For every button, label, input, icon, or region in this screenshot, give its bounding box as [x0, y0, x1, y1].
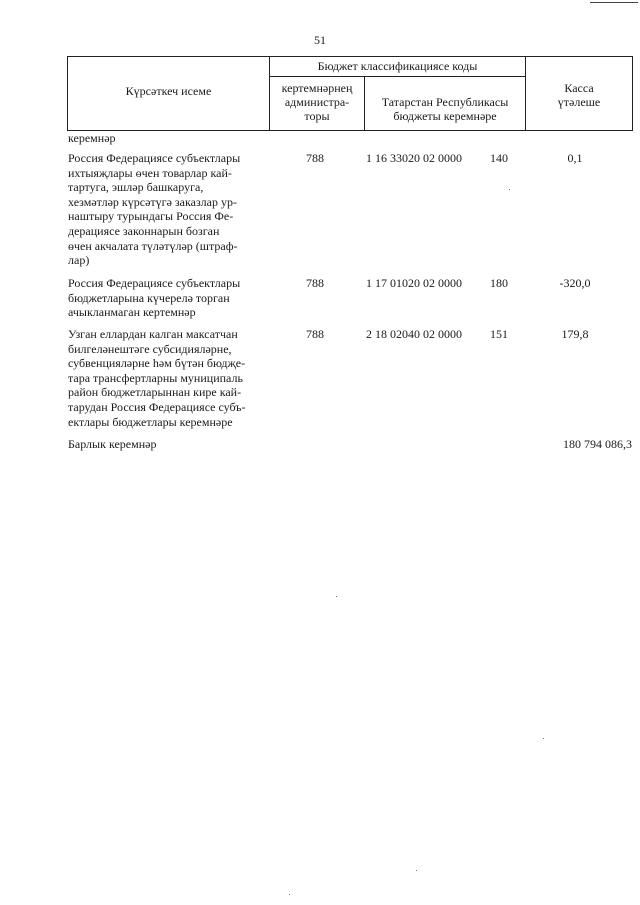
row-description: [68, 327, 266, 429]
row-description: [68, 151, 266, 268]
scan-speck: [336, 596, 337, 597]
scan-speck: [416, 870, 417, 871]
description-line: субвенцияләрне һәм бүтән бюдҗе-: [68, 356, 246, 371]
description-line: тартуга, эшләр башкаруга,: [68, 180, 204, 195]
header-group-underline: [269, 76, 526, 77]
row-budget-code: 2 18 02040 02 0000: [366, 327, 462, 341]
header-right-border: [632, 56, 633, 131]
page-number: 51: [314, 33, 326, 47]
total-amount: 180 794 086,3: [563, 437, 632, 451]
row-admin-code: 788: [306, 327, 324, 341]
description-line: Россия Федерациясе субъектлары: [68, 276, 241, 290]
description-line: наштыру турындагы Россия Фе-: [68, 209, 234, 224]
continuation-text: керемнәр: [68, 131, 116, 145]
col-kassa-header: [526, 81, 632, 109]
row-description: [68, 276, 266, 320]
scan-speck: [289, 894, 290, 895]
col-kassa-header-line: Касса: [564, 81, 594, 95]
row-admin-code: 788: [306, 151, 324, 165]
description-line: өчен акчалата түләтүләр (штраф-: [68, 238, 238, 253]
row-amount: -320,0: [559, 276, 591, 290]
description-line: ачыкланмаган кертемнәр: [68, 305, 196, 320]
description-line: Россия Федерациясе субъектлары: [68, 151, 241, 165]
col-tatarstan-header: [365, 95, 525, 123]
description-line: дерациясе законнарын бозган: [68, 223, 220, 238]
row-budget-code-suffix: 151: [490, 327, 508, 341]
row-amount: 179,8: [561, 327, 589, 341]
total-label: Барлык керемнәр: [68, 437, 157, 451]
description-line: тарудан Россия Федерациясе субъ-: [68, 399, 246, 414]
description-line: тара трансфертларны муниципаль: [68, 370, 243, 385]
col-admin-header-line: администра-: [284, 95, 350, 109]
col-tatarstan-header-line: Татарстан Республикасы: [381, 95, 509, 109]
scan-speck: [543, 738, 544, 739]
row-budget-code-suffix: 180: [490, 276, 508, 290]
col-admin-header: [270, 81, 364, 123]
row-budget-code-suffix: 140: [490, 151, 508, 165]
col-admin-header-line: торы: [304, 109, 330, 123]
description-line: ектлары бюджетлары керемнәре: [68, 414, 233, 429]
budget-code-header: Бюджет классификациясе коды: [317, 59, 478, 73]
col-name-header: Күрсәткеч исеме: [125, 84, 212, 98]
description-line: Узган еллардан калган максатчан: [68, 327, 238, 341]
row-budget-code: 1 17 01020 02 0000: [366, 276, 462, 290]
row-admin-code: 788: [306, 276, 324, 290]
top-rule: [590, 2, 638, 3]
description-line: хезмәтләр күрсәтүгә заказлар ур-: [68, 194, 237, 209]
col-tatarstan-header-line: бюджеты керемнәре: [393, 109, 497, 123]
description-line: ихтыяҗлары өчен товарлар кай-: [68, 165, 232, 180]
header-bottom-border: [67, 130, 633, 131]
description-line: бюджетларына күчерелә торган: [68, 290, 230, 305]
row-amount: 0,1: [567, 151, 583, 165]
scan-speck: [509, 189, 510, 190]
description-line: билгеләнештәге субсидияләрне,: [68, 341, 232, 356]
row-budget-code: 1 16 33020 02 0000: [366, 151, 462, 165]
header-top-border: [67, 56, 633, 57]
description-line: лар): [68, 253, 90, 268]
description-line: район бюджетларыннан кире кай-: [68, 385, 242, 400]
col-kassa-header-line: үтәлеше: [557, 95, 601, 109]
col-admin-header-line: кертемнәрнең: [281, 81, 353, 95]
